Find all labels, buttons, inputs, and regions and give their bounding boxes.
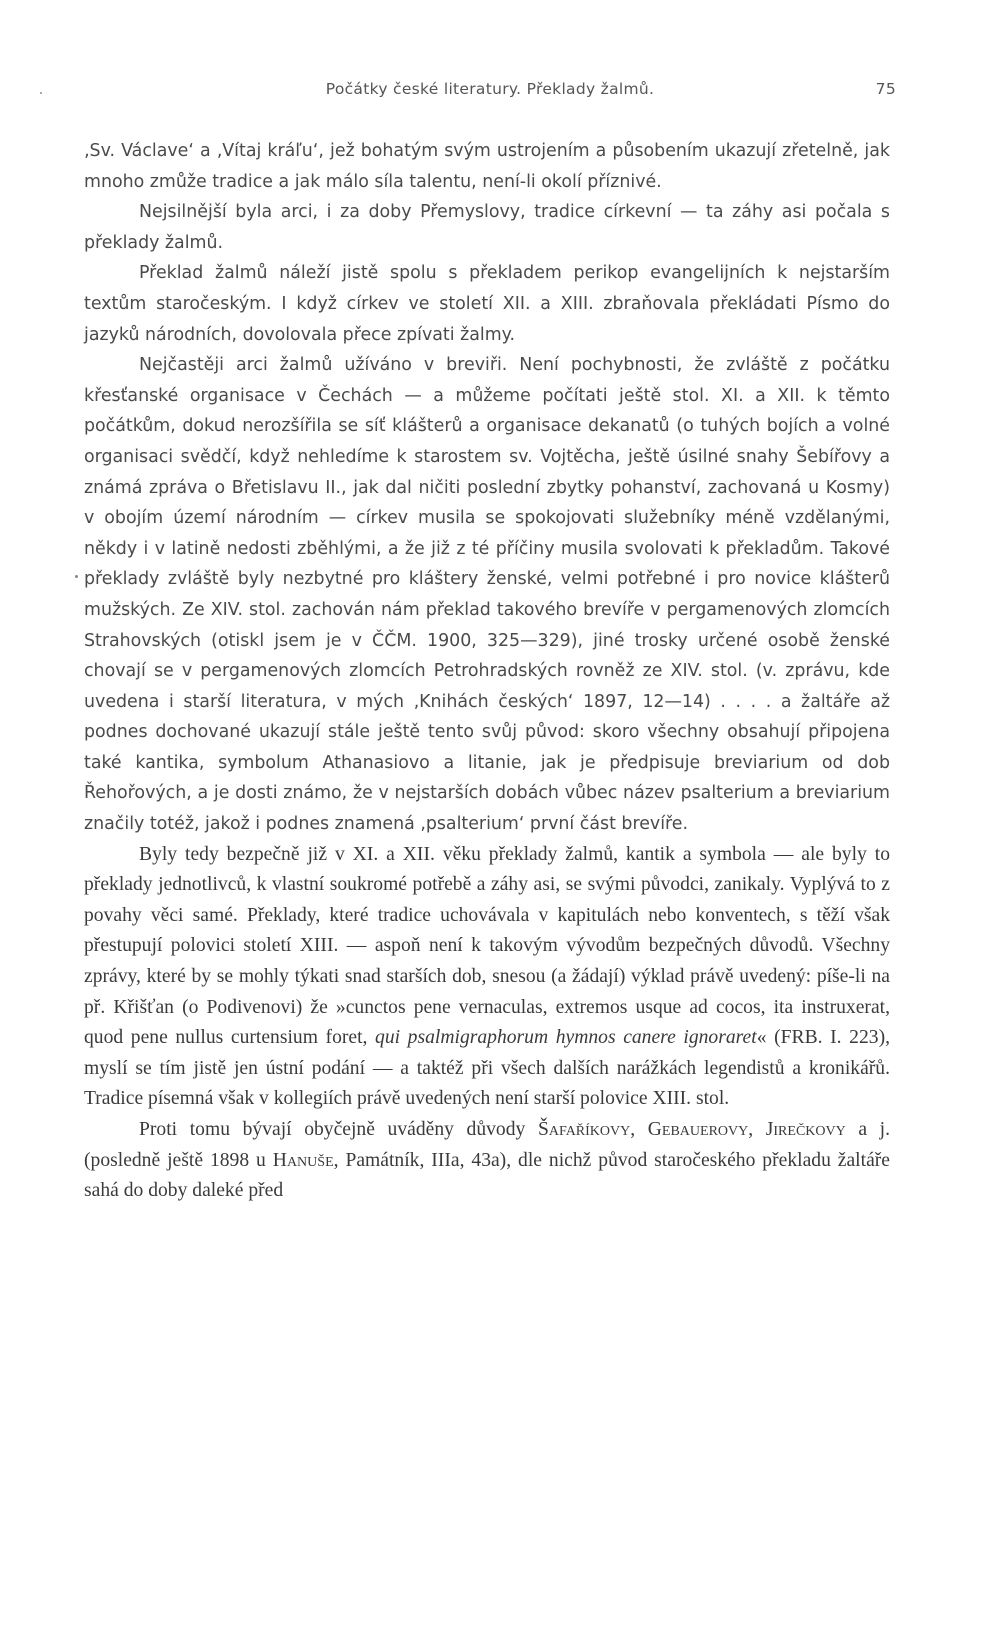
paragraph-5-text-b: « (FRB. I. 223), myslí se tím jistě jen ústní podání — a taktéž při všech dalších narážkách legendistů a kronikářů. Tradice písemná však v kollegiích právě uvedených není starší polovice XIII. stol. xyxy=(84,1027,890,1110)
paragraph-3: Překlad žalmů náleží jistě spolu s překladem perikop evangelijních k nejstarším textům staročeským. I když církev ve století XII. a XIII. zbraňovala překládati Písmo do jazyků národních, dovolovala přece zpívati žalmy. xyxy=(84,263,890,345)
margin-dot-mark xyxy=(75,575,78,578)
page-number: 75 xyxy=(875,80,896,98)
latin-quote-italic: qui psalmigraphorum hymnos canere ignoraret xyxy=(375,1027,757,1049)
body-text xyxy=(84,136,890,1207)
paragraph-2: Nejsilnější byla arci, i za doby Přemyslovy, tradice církevní — ta záhy asi počala s překlady žalmů. xyxy=(84,202,890,253)
paragraph-6-text-b: a j. (posledně ještě 1898 u xyxy=(84,1119,891,1171)
paragraph-5-text-a: Byly tedy bezpečně již v XI. a XII. věku překlady žalmů, kantik a symbola — ale byly to překlady jednotlivců, k vlastní soukromé potřebě a záhy asi, se svými původci, zanikaly. Vyplývá to z povahy věci samé. Překlady, které tradice uchovávala v kapitulách nebo konventech, s těží však přestupují polovici století XIII. — aspoň není k takovým vývodům bezpečných důvodů. Všechny zprávy, které by se mohly týkati snad starších dob, snesou (a žádají) výklad právě uvedený: píše-li na př. Křišťan (o Podivenovi) že »cunctos pene vernaculas, extremos usque ad cocos, ita instruxerat, quod pene nullus curtensium foret, xyxy=(84,843,890,1049)
separator: , xyxy=(748,1119,766,1140)
separator: , xyxy=(630,1119,648,1140)
author-name-gebauer: Gebauerovy xyxy=(647,1119,749,1140)
paragraph-1: ‚Sv. Václave‘ a ‚Vítaj kráľu‘, jež bohatým svým ustrojením a působením ukazují zřetelně, jak mnoho zmůže tradice a jak málo síla talentu, není-li okolí příznivé. xyxy=(84,141,890,192)
paragraph-6-text-c: , Památník, IIIa, 43a), dle nichž původ staročeského překladu žaltáře sahá do doby daleké před xyxy=(84,1149,890,1202)
author-name-jirecek: Jirečkovy xyxy=(765,1119,846,1140)
paragraph-4 xyxy=(84,350,890,840)
speck-mark xyxy=(40,92,42,94)
running-header xyxy=(84,80,896,108)
paragraph-4-text: Nejčastěji arci žalmů užíváno v breviři. Není pochybnosti, že zvláště z počátku křesťanské organisace v Čechách — a můžeme počítati ještě stol. XI. a XII. k těmto počátkům, dokud nerozšířila se síť klášterů a organisace dekanatů (o tuhých bojích a volné organisaci svědčí, když nehledíme k starostem sv. Vojtěcha, ještě úsilné snahy Šebířovy a známá zpráva o Břetislavu II., jak dal ničiti poslední zbytky pohanství, zachovaná u Kosmy) v obojím území národním — církev musila se spokojovati služebníky méně vzdělanými, někdy i v latině nedosti zběhlými, a že již z té příčiny musila svolovati k překladům. Takové překlady zvláště byly nezbytné pro kláštery ženské, velmi potřebné i pro novice klášterů mužských. Ze XIV. stol. zachován nám překlad takového brevíře v pergamenových zlomcích Strahovských (otiskl jsem je v ČČM. 1900, 325—329), jiné trosky určené osobě ženské chovají se v pergamenových zlomcích Petrohradských rovněž ze XIV. stol. (v. zprávu, kde uvedena i starší literatura, v mých ‚Knihách českých‘ 1897, 12—14) . . . . a žaltáře až podnes dochované ukazují stále ještě tento svůj původ: skoro všechny obsahují připojena také kantika, symbolum Athanasiovo a litanie, jak je předpisuje breviarium od dob Řehořových, a je dosti známo, že v nejstarších dobách vůbec název psalterium a breviarium značily totéž, jakož i podnes znamená ‚psalterium‘ první část brevíře. xyxy=(84,355,890,835)
paragraph-6 xyxy=(84,1115,890,1207)
author-name-safarik: Šafaříkovy xyxy=(537,1119,631,1140)
paragraph-5 xyxy=(84,840,890,1115)
running-title: Počátky české literatury. Překlady žalmů. xyxy=(325,80,655,98)
paragraph-6-text-a: Proti tomu bývají obyčejně uváděny důvody xyxy=(139,1119,538,1140)
author-name-hanus: Hanuše xyxy=(272,1149,334,1171)
